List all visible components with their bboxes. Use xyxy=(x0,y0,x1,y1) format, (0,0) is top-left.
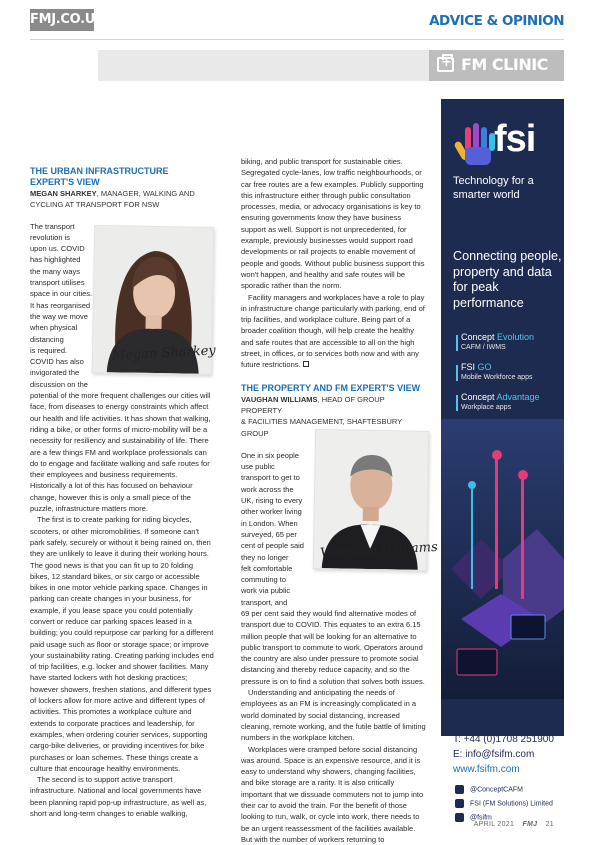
end-mark-icon xyxy=(303,361,309,367)
fsi-hand-logo-icon xyxy=(453,119,497,167)
article-2-intro-wrap: One in six people use public transport to get to work across the UK, rising to every other worker living in London. When surveyed, 65 per cent of people said they no longer felt comfortable commuting to work via public transport, and xyxy=(241,450,304,607)
megan-signature: Megan Sharkey xyxy=(111,343,217,364)
issue-date: APRIL 2021 xyxy=(473,821,515,828)
article-2-paragraph: Understanding and anticipating the needs of employees as an FM is increasingly complicated in a world dominated by social distancing, increased cleaning, remote working, and the futile battle of limiting numbers in the workplace kitchen. xyxy=(241,688,426,743)
medical-bag-icon xyxy=(437,57,454,72)
product-accent-bar xyxy=(456,365,458,381)
article-1-paragraph: The second is to support active transport infrastructure. National and local governments have been planning rapid pop-up infrastructure, as well as, short and long-term changes to enable walking, xyxy=(30,775,207,819)
fsi-advert[interactable] xyxy=(441,99,564,736)
article-1-paragraph: Facility managers and workplaces have a role to play in infrastructure change particularly with parking, end of trip facilities, and workplace culture. Being part of a broader coalition though, will help create the healthy and safe routes that are accessible to all on the high street, in offices, or to services both now and with any future restrictions. xyxy=(241,292,425,370)
top-rule xyxy=(30,39,564,40)
vaughan-signature: Vaughan Williams xyxy=(319,539,439,562)
linkedin-icon xyxy=(455,799,464,808)
product-accent-bar xyxy=(456,395,458,411)
article-1-heading: THE URBAN INFRASTRUCTURE EXPERT'S VIEW xyxy=(30,166,169,187)
fsi-brand-wordmark: fsi xyxy=(494,118,536,160)
article-1-paragraph: biking, and public transport for sustainable cities. Segregated cycle-lanes, low traffic neighbourhoods, or car free routes are a few examples. Publicly supporting this infrastructure either through public consultation processes, media, or advocacy organisations is key to ensuring governments know they have business support as well. Support is not unprecedented, for example, previously businesses would support road developments or rail projects to enable movement of people and goods. Without public business support this won't happen, and healthy and safe routes will be sporadic rather than the norm. xyxy=(241,157,425,291)
fsi-connecting-text: Connecting people, property and data for peak performance xyxy=(453,249,562,310)
article-2-byline: VAUGHAN WILLIAMS, HEAD OF GROUP PROPERTY & FACILITIES MANAGEMENT, SHAFTESBURY GROUP xyxy=(241,394,403,438)
fsi-tagline: Technology for a smarter world xyxy=(453,175,534,201)
product-accent-bar xyxy=(456,335,458,351)
article-1-intro-wrap: The transport revolution is upon us. COVID has highlighted the many ways transport utilises space in our cities. It has reorganised the way we move when physical distancing is required. COVID has also invigorated the discussion on the xyxy=(30,221,93,389)
fm-clinic-label: FM CLINIC xyxy=(461,55,548,74)
product-concept-evolution: Concept Evolution CAFM / IWMS xyxy=(461,332,535,351)
fsi-linkedin[interactable]: FSI (FM Solutions) Limited xyxy=(455,799,553,809)
article-2-paragraph: Workplaces were cramped before social distancing was around. Space is an expensive resource, and it is easy to understand why showers, changing facilities, and bike storage are a rarity. It is also critically important that we dissuade commuters not to jump into their car to avoid the train. For the benefit of those looking to run, walk, or cycle into work, there needs to be an urgent reassessment of the facilities available. But with the number of workers returning to xyxy=(241,744,424,844)
page-number: 21 xyxy=(545,821,554,828)
instagram-icon xyxy=(455,813,464,822)
fsi-phone: T: +44 (0)1708 251900 xyxy=(453,734,554,745)
section-label: ADVICE & OPINION xyxy=(429,13,564,29)
twitter-icon xyxy=(455,785,464,794)
city-device-illustration xyxy=(441,419,564,699)
article-2-heading: THE PROPERTY AND FM EXPERT'S VIEW xyxy=(241,382,421,393)
fsi-website-link[interactable]: www.fsifm.com xyxy=(453,764,520,775)
fsi-email[interactable]: E: info@fsifm.com xyxy=(453,749,535,760)
fsi-instagram[interactable]: @fsifm xyxy=(455,813,492,823)
fsi-twitter[interactable]: @ConceptCAFM xyxy=(455,785,523,795)
page-footer xyxy=(474,821,554,828)
fm-clinic-badge xyxy=(429,50,564,81)
article-1-paragraph: potential of the more frequent challenges our cities will face, from diseases to energy constraints which affect our health and life activities. It has shown that walking, riding a bike, or other forms of micro-mobility will be a necessity for resiliency and sustainability of life. There are a few things FM and workplace professionals can do to engage and facilitate walking and safe routes for their employees and business requirements. Historically a lot of this has focused on behaviour change, however this is only a small piece of the puzzle, infrastructure matters more. xyxy=(30,391,211,514)
site-tag[interactable]: FMJ.CO.UK xyxy=(30,9,94,31)
article-1-byline: MEGAN SHARKEY, MANAGER, WALKING AND CYCLING AT TRANSPORT FOR NSW xyxy=(30,189,195,210)
product-concept-advantage: Concept Advantage Workplace apps xyxy=(461,392,540,411)
article-1-paragraph: The first is to create parking for riding bicycles, scooters, or other micromobilities. If someone can't park safely, securely or without it being rained on, then they are unlikely to leave it during their working hours. The good news is that you can fit up to 20 folding bikes, 12 standard bikes, or six cargo or accessible bikes in one motor vehicle parking space. Changes in parking can create changes in your business, for example, if you lease space you could potentially convert or reduce car parking spaces leased in a building; you could repurpose car parking for a different paid usage such as floor or storage space; or improve your sustainability rating. Creating parking includes end of trip facilities, e.g. locker and shower facilities. Many have started lockers with hot desking practices; however showers, freshen stations, and different types of lockers allow for more active and different types of activities. This promotes a workplace culture and extends to corporate practices and leadership, for examples, when ordering courier services, supporting cargo-bike deliveries, or providing incentives for bike purchases or loan schemes. These things create a culture that encourage healthy environments. xyxy=(30,515,214,773)
magazine-logo: FMJ xyxy=(522,821,538,828)
product-fsi-go: FSI GO Mobile Workforce apps xyxy=(461,362,533,381)
article-2-paragraph: 69 per cent said they would find alternative modes of transport due to COVID. This equates to an extra 6.15 million people that will be looking for an alternative to public transport to commute to work. Operators around the country are also under pressure to promote social distancing and thereby reduce capacity, and so the pressure is on to find a solution that solves both issues. xyxy=(241,608,425,686)
